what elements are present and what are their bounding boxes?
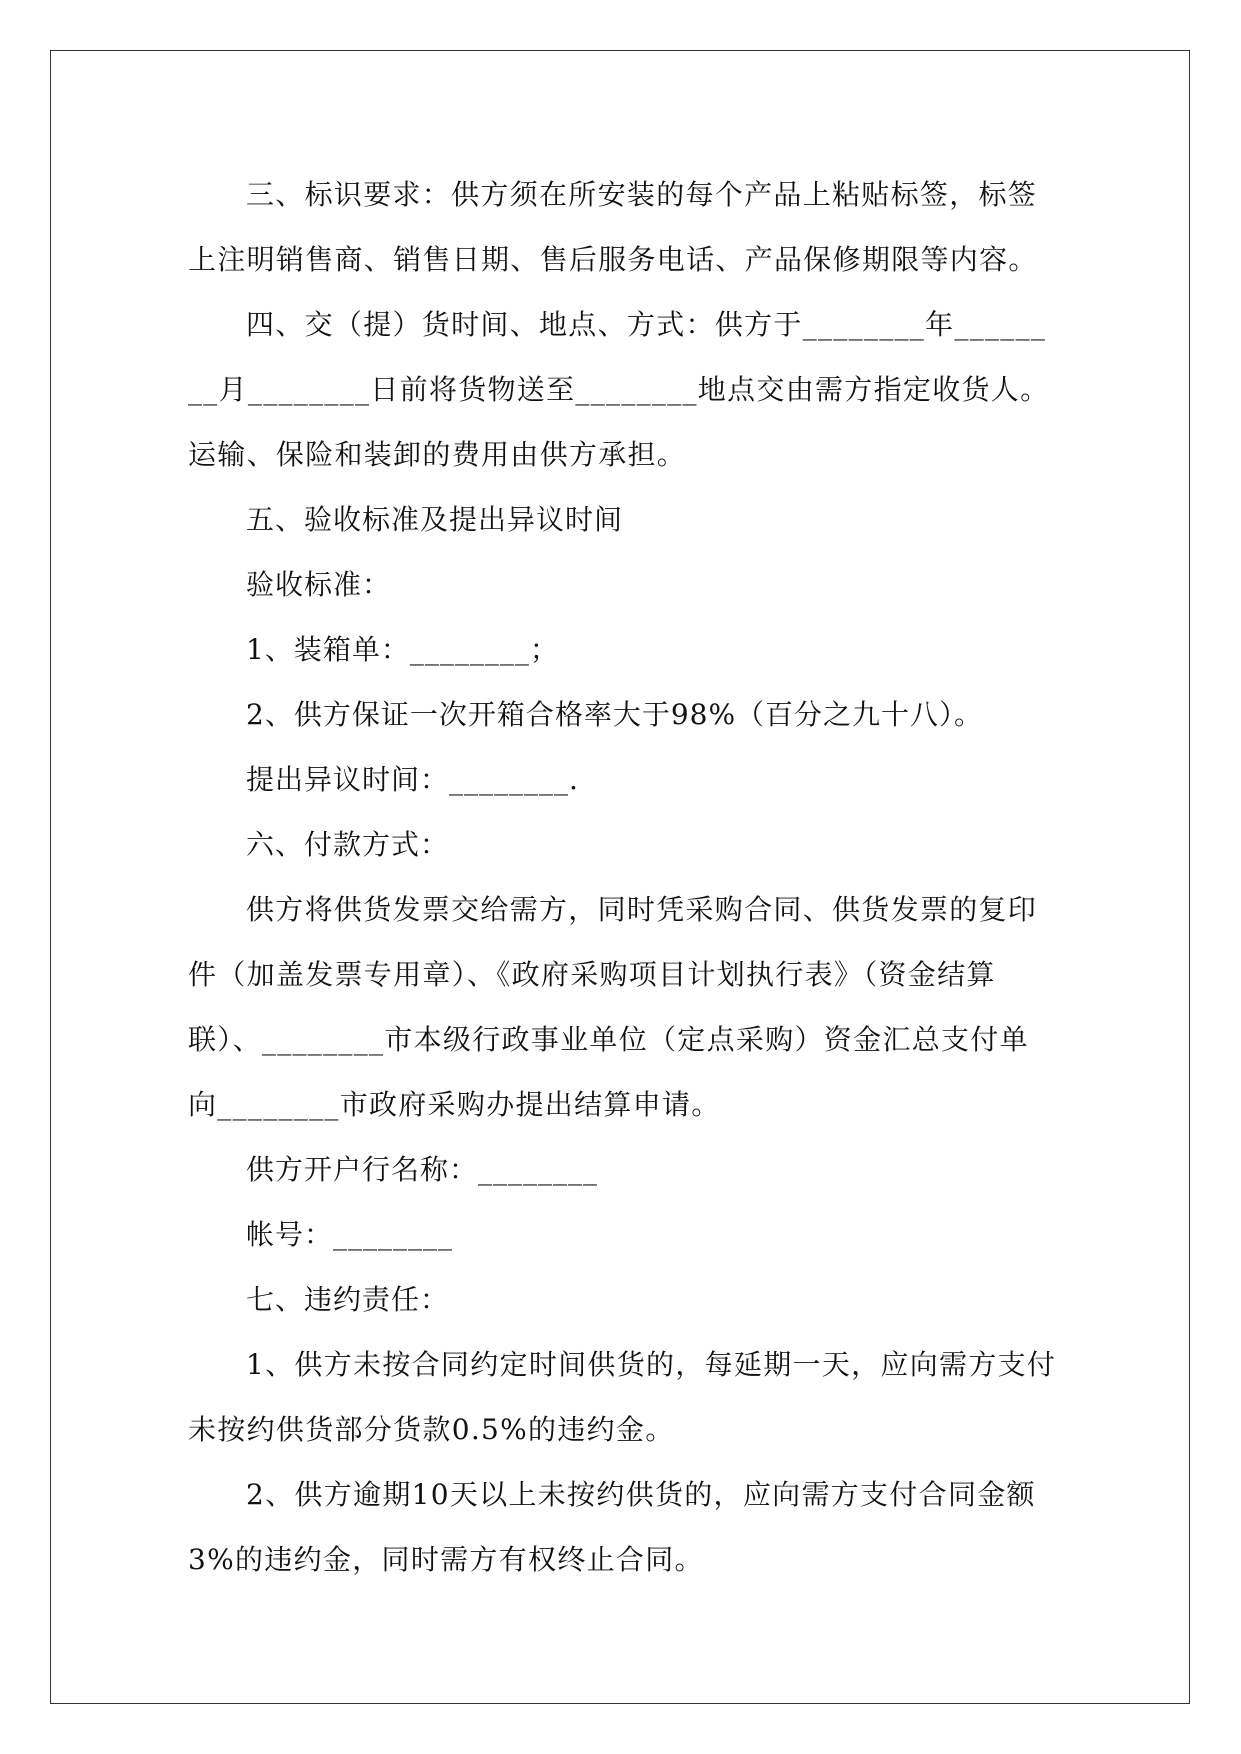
acceptance-standard-label: 验收标准： — [246, 568, 392, 601]
packing-list-item: 1、装箱单：________； — [246, 633, 559, 666]
clause-4-delivery: 四、交（提）货时间、地点、方式：供方于________年________月________日前将货物送至________地点交由需方指定收货人。运输、保险和装卸的费用由供方承担。 — [188, 308, 1050, 471]
clause-7-heading: 七、违约责任： — [246, 1283, 450, 1316]
account-number-field: 帐号：________ — [246, 1218, 454, 1251]
penalty-item-2: 2、供方逾期10天以上未按约供货的，应向需方支付合同金额3%的违约金，同时需方有权终止合同。 — [188, 1478, 1036, 1576]
clause-3-labeling: 三、标识要求：供方须在所安装的每个产品上粘贴标签，标签上注明销售商、销售日期、售后服务电话、产品保修期限等内容。 — [188, 178, 1038, 276]
penalty-item-1: 1、供方未按合同约定时间供货的，每延期一天，应向需方支付未按约供货部分货款0.5%的违约金。 — [188, 1348, 1057, 1446]
pass-rate-item: 2、供方保证一次开箱合格率大于98%（百分之九十八）。 — [246, 698, 984, 731]
clause-6-heading: 六、付款方式： — [246, 828, 450, 861]
document-body — [188, 162, 1058, 1592]
payment-procedure: 供方将供货发票交给需方，同时凭采购合同、供货发票的复印件（加盖发票专用章）、《政府采购项目计划执行表》（资金结算联）、________市本级行政事业单位（定点采购）资金汇总支付单向________市政府采购办提出结算申请。 — [188, 893, 1038, 1121]
clause-5-heading: 五、验收标准及提出异议时间 — [246, 503, 624, 536]
bank-name-field: 供方开户行名称：________ — [246, 1153, 599, 1186]
objection-time-item: 提出异议时间：________. — [246, 763, 579, 796]
